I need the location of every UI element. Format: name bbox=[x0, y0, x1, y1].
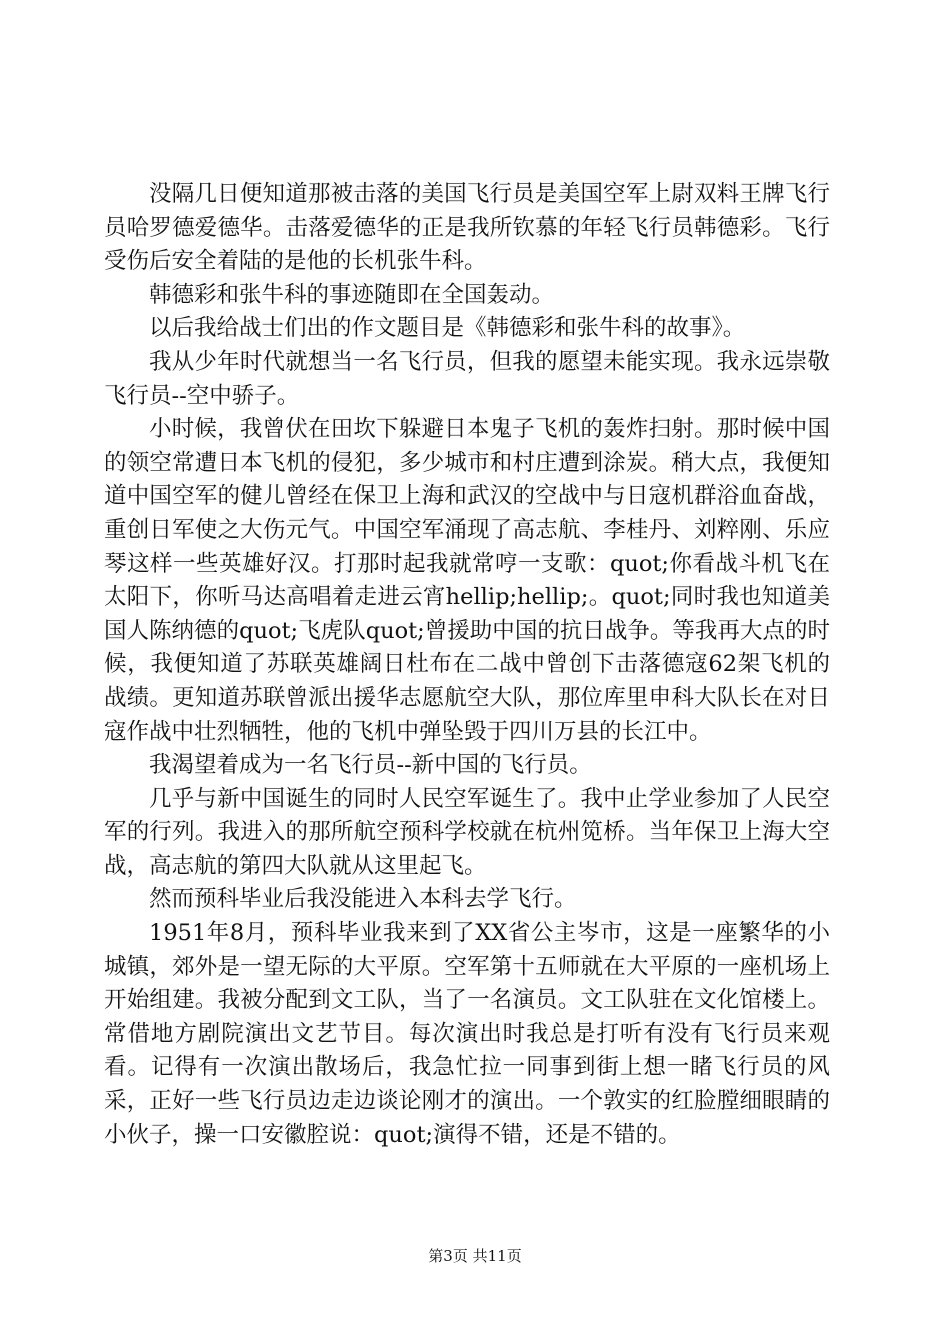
paragraph-4: 我从少年时代就想当一名飞行员，但我的愿望未能实现。我永远崇敬飞行员--空中骄子。 bbox=[104, 348, 830, 409]
paragraph-8: 然而预科毕业后我没能进入本科去学飞行。 bbox=[149, 886, 577, 913]
page-number-footer: 第3页 共11页 bbox=[428, 1247, 522, 1265]
paragraph-6: 我渴望着成为一名飞行员--新中国的飞行员。 bbox=[149, 752, 592, 779]
paragraph-7: 几乎与新中国诞生的同时人民空军诞生了。我中止学业参加了人民空军的行列。我进入的那所航空预科学校就在杭州笕桥。当年保卫上海大空战，高志航的第四大队就从这里起飞。 bbox=[104, 785, 830, 879]
paragraph-3: 以后我给战士们出的作文题目是《韩德彩和张牛科的故事》。 bbox=[149, 315, 746, 342]
body-text bbox=[104, 178, 830, 1152]
paragraph-2: 韩德彩和张牛科的事迹随即在全国轰动。 bbox=[149, 281, 555, 308]
paragraph-5: 小时候，我曾伏在田坎下躲避日本鬼子飞机的轰炸扫射。那时候中国的领空常遭日本飞机的侵犯，多少城市和村庄遭到涂炭。稍大点，我便知道中国空军的健儿曾经在保卫上海和武汉的空战中与日寇机群浴血奋战，重创日军使之大伤元气。中国空军涌现了高志航、李桂丹、刘粹刚、乐应琴这样一些英雄好汉。打那时起我就常哼一支歌：quot;你看战斗机飞在太阳下，你听马达高唱着走进云宵hellip;hellip;。quot;同时我也知道美国人陈纳德的quot;飞虎队quot;曾援助中国的抗日战争。等我再大点的时候，我便知道了苏联英雄阔日杜布在二战中曾创下击落德寇62架飞机的战绩。更知道苏联曾派出援华志愿航空大队，那位库里申科大队长在对日寇作战中壮烈牺牲，他的飞机中弹坠毁于四川万县的长江中。 bbox=[104, 416, 830, 745]
paragraph-1: 没隔几日便知道那被击落的美国飞行员是美国空军上尉双料王牌飞行员哈罗德爱德华。击落爱德华的正是我所钦慕的年轻飞行员韩德彩。飞行受伤后安全着陆的是他的长机张牛科。 bbox=[104, 181, 830, 275]
paragraph-9: 1951年8月，预科毕业我来到了XX省公主岑市，这是一座繁华的小城镇，郊外是一望无际的大平原。空军第十五师就在大平原的一座机场上开始组建。我被分配到文工队，当了一名演员。文工队驻在文化馆楼上。常借地方剧院演出文艺节目。每次演出时我总是打听有没有飞行员来观看。记得有一次演出散场后，我急忙拉一同事到街上想一睹飞行员的风采，正好一些飞行员边走边谈论刚才的演出。一个敦实的红脸膛细眼睛的小伙子，操一口安徽腔说：quot;演得不错，还是不错的。 bbox=[104, 920, 830, 1148]
